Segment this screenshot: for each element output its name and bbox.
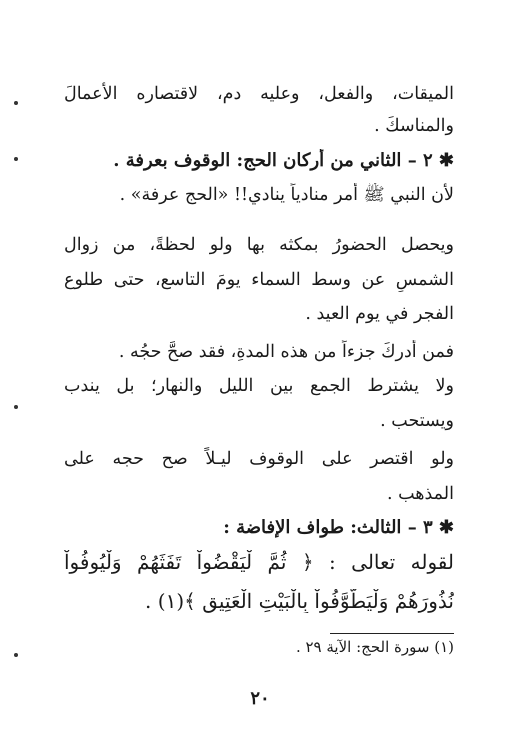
body-line-12: المذهب . [386, 484, 454, 504]
body-line-9: ولا يشترط الجمع بين الليل والنهار؛ بل يندب [64, 376, 454, 396]
margin-mark [14, 101, 18, 105]
body-line-7: الفجر في يوم العيد . [305, 304, 454, 324]
margin-mark [14, 405, 18, 409]
asterisk-bullet: ✱ [432, 150, 454, 171]
heading-text: ٢ – الثاني من أركان الحج: الوقوف بعرفة . [113, 150, 433, 171]
margin-mark [14, 653, 18, 657]
margin-mark [14, 157, 18, 161]
body-line-10: ويستحب . [380, 411, 454, 431]
quran-verse-line-1: لقوله تعالى : ﴿ ثُمَّ لْيَقْضُواْ تَفَثَهُمْ وَلْيُوفُواْ [64, 550, 454, 574]
asterisk-bullet: ✱ [432, 517, 454, 538]
body-line-8: فمن أدركَ جزءاً من هذه المدةِ، فقد صحَّ حجُه . [118, 342, 454, 362]
body-line-5: ويحصل الحضورُ بمكثه بها ولو لحظةً، من زوال [64, 235, 454, 255]
body-line-2: والمناسكَ . [374, 116, 454, 136]
heading-text: ٣ – الثالث: طواف الإفاضة : [223, 517, 433, 538]
section-heading-2 [64, 149, 454, 173]
body-line-4: لأن النبي ﷺ أمر منادياً ينادي!! «الحج عرفة» . [119, 185, 454, 205]
quran-verse-line-2: نُذُورَهُمْ وَلْيَطَّوَّفُواْ بِالْبَيْتِ الْعَتِيقِ ﴾(١) . [145, 589, 454, 613]
body-line-6: الشمسِ عن وسط السماء يومَ التاسع، حتى طلوع [64, 270, 454, 290]
footnote-divider [330, 633, 454, 634]
footnote: (١) سورة الحج: الآية ٢٩ . [295, 638, 454, 656]
body-line-1: الميقات، والفعل، وعليه دم، لاقتصاره الأعمالَ [64, 84, 454, 104]
section-heading-3 [64, 516, 454, 540]
body-line-11: ولو اقتصر على الوقوف ليـلاً صح حجه على [64, 449, 454, 469]
page-number: ٢٠ [250, 688, 270, 709]
